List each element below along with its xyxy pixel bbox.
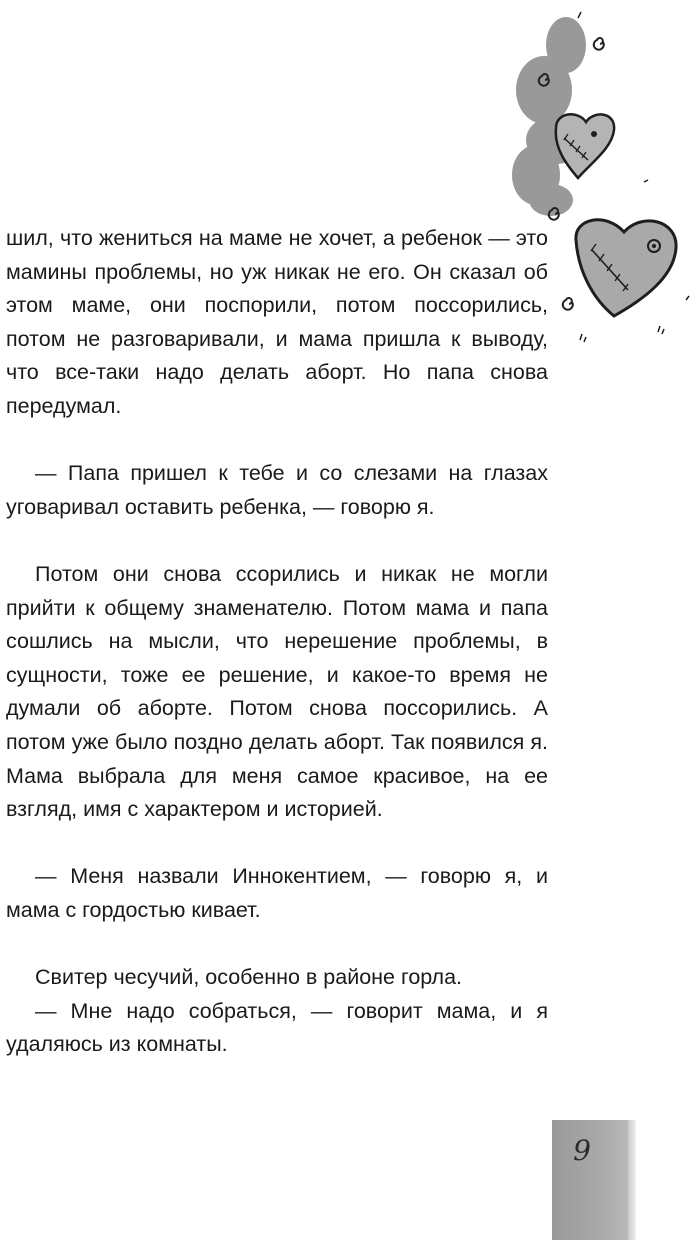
page-number: 9 (573, 1134, 591, 1167)
paragraph-continuation: шил, что жениться на маме не хочет, а ребенок — это мамины проблемы, но уж никак не его. Он сказал об этом маме, они поспорили, потом поссорились, потом не разговаривали, и мама пришла к выводу, что все-таки надо делать аборт. Но папа снова передумал. (6, 226, 548, 418)
paragraph-narration-2: Свитер чесучий, особенно в районе горла. (35, 965, 462, 990)
paragraph-dialogue-2: — Меня назвали Иннокентием, — говорю я, и мама с гордостью кивает. (6, 864, 548, 922)
heart-icon (576, 220, 676, 316)
paragraph-dialogue-1: — Папа пришел к тебе и со слезами на глазах уговаривал оставить ребенка, — говорю я. (6, 461, 548, 519)
paragraph-dialogue-3: — Мне надо собраться, — говорит мама, и я удаляюсь из комнаты. (6, 998, 548, 1057)
paragraph-narration-1: Потом они снова ссорились и никак не могли прийти к общему знаменателю. Потом мама и папа сошлись на мысли, что нерешение проблемы, в сущности, тоже ее решение, и какое-то время не думали об аборте. Потом снова поссорились. А потом уже было поздно делать аборт. Так появился я. Мама выбрала для меня самое красивое, на ее взгляд, имя с характером и историей. (6, 561, 548, 822)
body-text (6, 222, 548, 1062)
stitched-heart-icon (556, 114, 614, 178)
page-number-tab (552, 1120, 628, 1240)
